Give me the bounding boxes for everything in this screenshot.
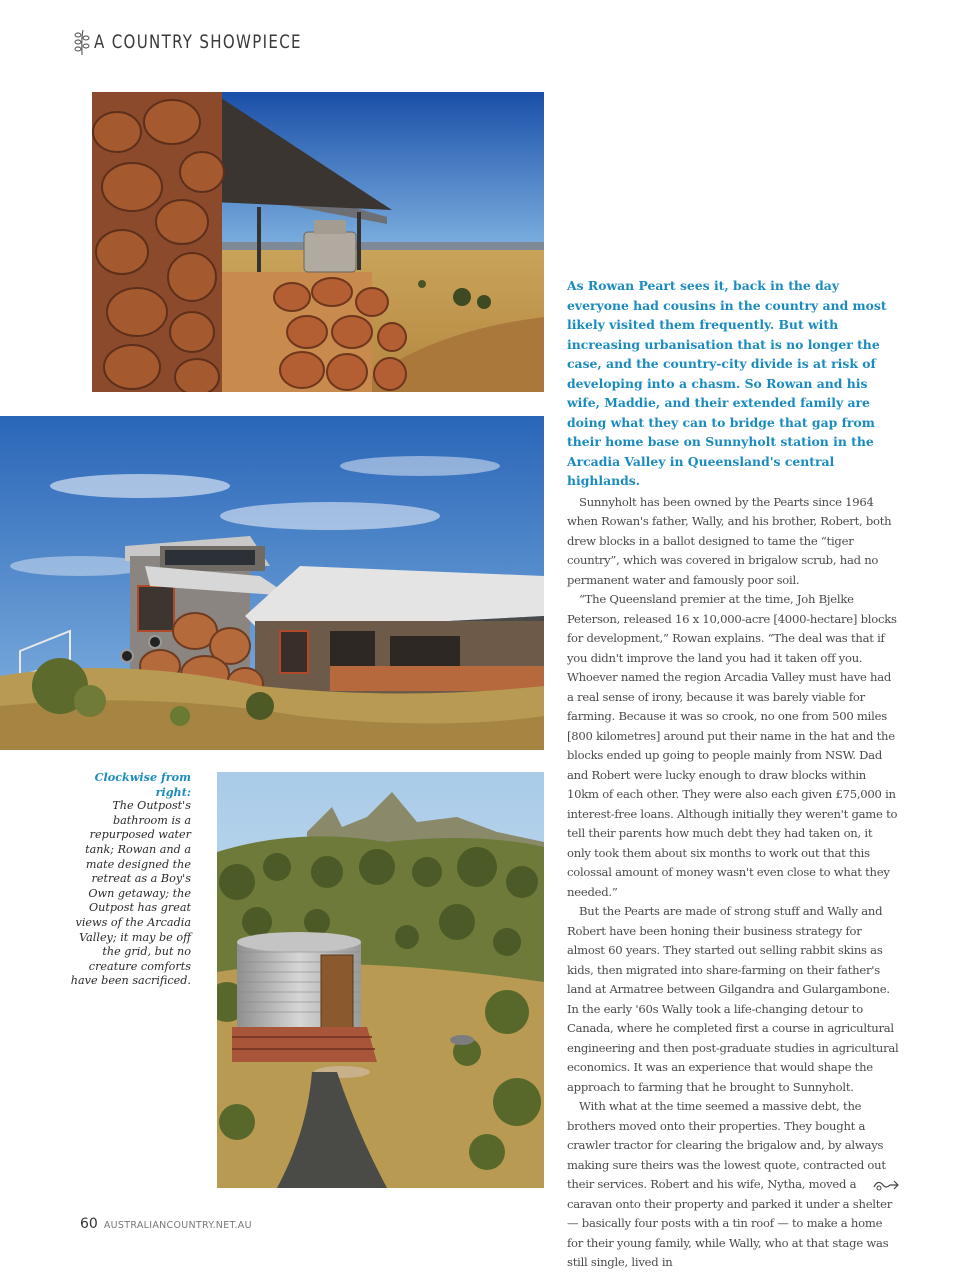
article-body [567, 276, 899, 1273]
page-number: 60 [80, 1216, 98, 1232]
article-intro: As Rowan Peart sees it, back in the day everyone had cousins in the country and most likely visited them frequently. But with increasing urbanisation that is no longer the case, and the country-city divide is at risk of developing into a chasm. So Rowan and his wife, Maddie, and their extended family are doing what they can to bridge that gap from their home base on Sunnyholt station in the Arcadia Valley in Queensland's central highlands. [567, 278, 887, 488]
article-paragraph: “The Queensland premier at the time, Joh Bjelke Peterson, released 16 x 10,000-acre [4000-hectare] blocks for development,” Rowan explains. “The deal was that if you didn't improve the land you had it taken off you. Whoever named the region Arcadia Valley must have had a real sense of irony, because it was barely viable for farming. Because it was so crook, no one from 500 miles [800 kilometres] around put their name in the hat and the blocks ended up going to people mainly from NSW. Dad and Robert were lucky enough to draw blocks within 10km of each other. They were also each given £75,000 in interest-free loans. Although initially they weren't game to tell their parents how much debt they had taken on, it only took them about six months to work out that this colossal amount of money wasn't even close to what they needed.” [567, 592, 898, 899]
page-footer [80, 1216, 252, 1232]
site-url: AUSTRALIANCOUNTRY.NET.AU [103, 1220, 252, 1231]
caption-heading: Clockwise from right: [94, 770, 191, 799]
section-header [72, 22, 330, 62]
photo-caption [70, 770, 191, 989]
photo-outpost-house [0, 416, 544, 750]
section-title: A COUNTRY SHOWPIECE [94, 31, 302, 53]
photo-water-tank-bathroom [217, 772, 544, 1188]
article-paragraph: But the Pearts are made of strong stuff and Wally and Robert have been honing their business strategy for almost 60 years. They started out selling rabbit skins as kids, then migrated into share-farming on their father's land at Armatree between Gilgandra and Gulargambone. In the early '60s Wally took a life-changing detour to Canada, where he completed first a course in agricultural engineering and then post-graduate studies in agricultural economics. It was an experience that would shape the approach to farming that he brought to Sunnyholt. [567, 904, 899, 1094]
continue-flourish-icon [872, 1177, 900, 1193]
article-paragraph: Sunnyholt has been owned by the Pearts since 1964 when Rowan's father, Wally, and his brother, Robert, both drew blocks in a ballot designed to tame the “tiger country”, which was covered in brigalow scrub, had no permanent water and famously poor soil. [567, 494, 892, 587]
photo-stone-porch [92, 92, 544, 392]
caption-text: The Outpost's bathroom is a repurposed water tank; Rowan and a mate designed the retreat as a Boy's Own getaway; the Outpost has great views of the Arcadia Valley; it may be off the grid, but no creature comforts have been sacrificed. [70, 799, 191, 988]
sprig-icon [72, 27, 92, 57]
article-paragraph: With what at the time seemed a massive debt, the brothers moved onto their properties. They bought a crawler tractor for clearing the brigalow and, by always making sure theirs was the lowest quote, contracted out their services. Robert and his wife, Nytha, moved a caravan onto their property and parked it under a shelter — basically four posts with a tin roof — to make a home for their young family, while Wally, who at that stage was still single, lived in [567, 1099, 893, 1269]
